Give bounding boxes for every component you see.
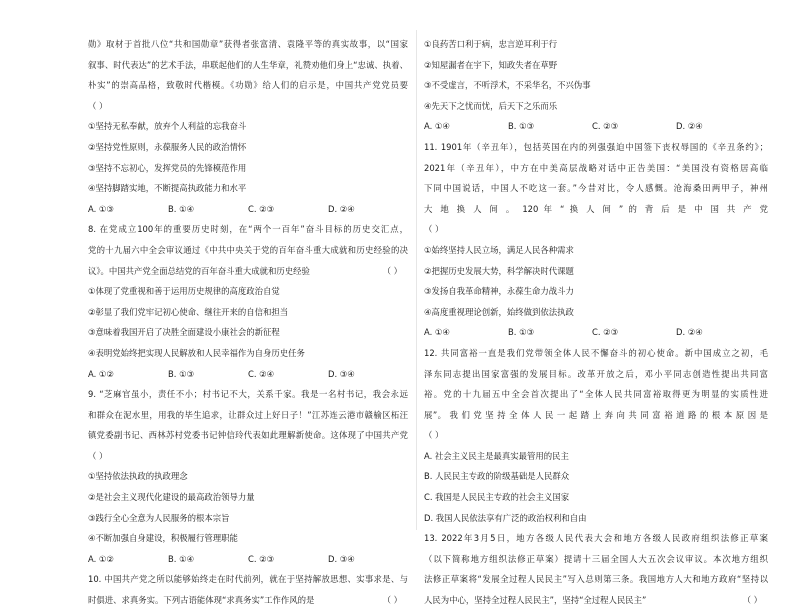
q11-item-2: ②把握历史发展大势，科学解决时代课题 [424,265,574,276]
q12-option-a: A. 社会主义民主是最真实最管用的民主 [424,450,569,461]
q9-option-d: D. ③④ [328,553,355,564]
q12-option-b: B. 人民民主专政的阶级基础是人民群众 [424,471,570,482]
q10-answer-paren: （ ） [382,595,402,606]
q10-options [424,116,768,137]
q11-option-a: A. ①④ [424,327,450,338]
q10-stem-line-1: 10. 中国共产党之所以能够始终走在时代前列，就在于坚持解放思想、实事求是、与 [88,574,408,585]
q9-item-3: ③践行全心全意为人民服务的根本宗旨 [88,512,230,523]
q8-option-b: B. ①③ [168,368,195,379]
q9-item-2: ②是社会主义现代化建设的最高政治领导力量 [88,492,255,503]
q7-stem-line-3: 朴实”的崇高品格，致敬时代楷模。《功勋》给人们的启示是，中国共产党党员要 [88,80,408,91]
q12-stem-line-2: 泽东同志提出国家富强的发展目标。改革开放之后，邓小平同志创造性提出共同富 [424,368,768,379]
q8-stem-line-2: 党的十九届六中全会审议通过《中共中央关于党的百年奋斗重大成就和历史经验的决 [88,244,408,255]
q13-stem-line-2: （以下简称地方组织法修正草案）提请十三届全国人大五次会议审议。本次地方组织 [424,553,768,564]
q11-option-b: B. ①③ [508,327,535,338]
left-column [88,34,408,611]
q8-options [88,364,408,385]
q13-answer-paren: （ ） [742,595,762,606]
q9-item-4: ④不断加强自身建设，积极履行管理职能 [88,533,238,544]
q10-item-2: ②知屋漏者在宇下，知政失者在草野 [424,59,558,70]
q7-stem-line-1: 勋》取材于首批八位“共和国勋章”获得者张富清、袁隆平等的真实故事，以“国家 [88,39,408,49]
q7-option-d: D. ②④ [328,203,355,214]
q9-stem-line-2: 和群众在泥水里，用我的毕生追求，让群众过上好日子！”江苏连云港市赣榆区柘汪 [88,409,408,420]
q9-option-c: C. ②③ [248,553,275,564]
q12-option-d: D. 我国人民依法享有广泛的政治权利和自由 [424,512,587,523]
q8-item-4: ④表明党始终把实现人民解放和人民幸福作为自身历史任务 [88,347,305,358]
q11-item-3: ③发扬自我革命精神，永葆生命力战斗力 [424,286,574,297]
q7-stem-line-2: 叙事、时代表达”的艺术手法，串联起他们的人生华章，礼赞劝他们身上“忠诚、执着、 [88,59,408,70]
q10-stem-line-2: 时俱进、求真务实。下列古语能体现“求真务实”工作作风的是 （ ） [88,590,408,611]
q10-option-b: B. ①③ [508,121,535,132]
q12-stem-line-4: 展”。 我 们 党 坚 持 全 体 人 民 一 起 踏 上 奔 向 共 同 富 裕 道 路 的 根 本 原 因 是 [424,409,768,420]
q9-item-1: ①坚持依法执政的执政理念 [88,471,188,482]
q8-option-c: C. ②④ [248,368,275,379]
q12-stem-line-1: 12. 共同富裕一直是我们党带领全体人民不懈奋斗的初心使命。新中国成立之初，毛 [424,347,768,358]
q12-option-c: C. 我国是人民民主专政的社会主义国家 [424,492,570,503]
q7-item-3: ③坚持不忘初心，发挥党员的先锋模范作用 [88,162,247,173]
q7-option-c: C. ②③ [248,203,275,214]
q7-options [88,199,408,220]
q8-stem-line-1: 8. 在党成立100年的重要历史时刻，在“两个一百年”奋斗目标的历史交汇点， [88,224,408,235]
q10-item-3: ③不受虚言，不听浮术，不采华名，不兴伪事 [424,80,591,91]
q7-option-b: B. ①④ [168,203,195,214]
q7-item-4: ④坚持脚踏实地，不断提高执政能力和水平 [88,183,247,194]
q8-item-3: ③意味着我国开启了决胜全面建设小康社会的新征程 [88,327,280,338]
q8-option-a: A. ①② [88,368,114,379]
q9-option-a: A. ①② [88,553,114,564]
q9-stem-line-1: 9. “芝麻官虽小，责任不小；村书记不大，关系千家。我是一名村书记，我会永远 [88,389,408,400]
q11-answer-paren: （ ） [424,224,444,235]
q11-item-4: ④高度重视理论创新，始终做到依法执政 [424,306,574,317]
q13-stem-line-3: 法修正草案将“发展全过程人民民主”写入总则第三条。我国地方人大和地方政府“坚持以 [424,574,768,585]
q13-stem-line-4: 人民为中心，坚持全过程人民民主”，坚持“全过程人民民主” （ ） [424,590,768,611]
q8-option-d: D. ③④ [328,368,355,379]
q10-item-4: ④先天下之忧而忧，后天下之乐而乐 [424,100,558,111]
q10-option-d: D. ②④ [676,121,703,132]
q11-option-c: C. ②③ [592,327,619,338]
q11-stem-line-4: 大 地 换 人 间 。 120 年 “ 换 人 间 ” 的 背 后 是 中 国 共 产 党 [424,203,768,214]
right-column [424,34,768,611]
q8-answer-paren: （ ） [382,265,402,276]
q7-item-2: ②坚持党性原则，永葆服务人民的政治情怀 [88,141,247,152]
q8-stem-line-3: 议》。中国共产党全面总结党的百年奋斗重大成就和历史经验 （ ） [88,261,408,282]
q13-stem-line-1: 13. 2022年3月5日，地方各级人民代表大会和地方各级人民政府组织法修正草案 [424,533,768,544]
q7-option-a: A. ①③ [88,203,114,214]
q10-option-c: C. ②③ [592,121,619,132]
q9-stem-line-3: 镇党委副书记、西林苏村党委书记钟信玲代表如此理解新使命。这体现了中国共产党 [88,430,408,441]
q11-stem-line-2: 2021年（辛丑年），中方在中美高层战略对话中正告美国：“美国没有资格居高临 [424,162,768,173]
q11-stem-line-1: 11. 1901年（辛丑年），包括英国在内的列强强迫中国签下丧权辱国的《辛丑条约》； [424,141,768,152]
q9-options [88,549,408,570]
q7-answer-paren: （ ） [88,100,108,111]
q11-options [424,322,768,343]
q8-item-2: ②彰显了我们党牢记初心使命、继往开来的自信和担当 [88,306,289,317]
q9-option-b: B. ①④ [168,553,195,564]
q8-item-1: ①体现了党重视和善于运用历史规律的高度政治自觉 [88,286,280,297]
q10-item-1: ①良药苦口利于病，忠言逆耳利于行 [424,39,558,49]
q7-item-1: ①坚持无私奉献，放弃个人利益的忘我奋斗 [88,121,247,132]
q10-option-a: A. ①④ [424,121,450,132]
q12-answer-paren: （ ） [424,430,444,441]
q11-option-d: D. ②④ [676,327,703,338]
q12-stem-line-3: 裕。党的十九届五中全会首次提出了“全体人民共同富裕取得更为明显的实质性进 [424,389,768,400]
q9-answer-paren: （ ） [88,450,108,461]
q11-item-1: ①始终坚持人民立场，满足人民各种需求 [424,244,574,255]
column-divider [416,30,417,530]
q11-stem-line-3: 下同中国说话，中国人不吃这一套。”今昔对比，令人感慨。沧海桑田两甲子，神州 [424,183,768,194]
